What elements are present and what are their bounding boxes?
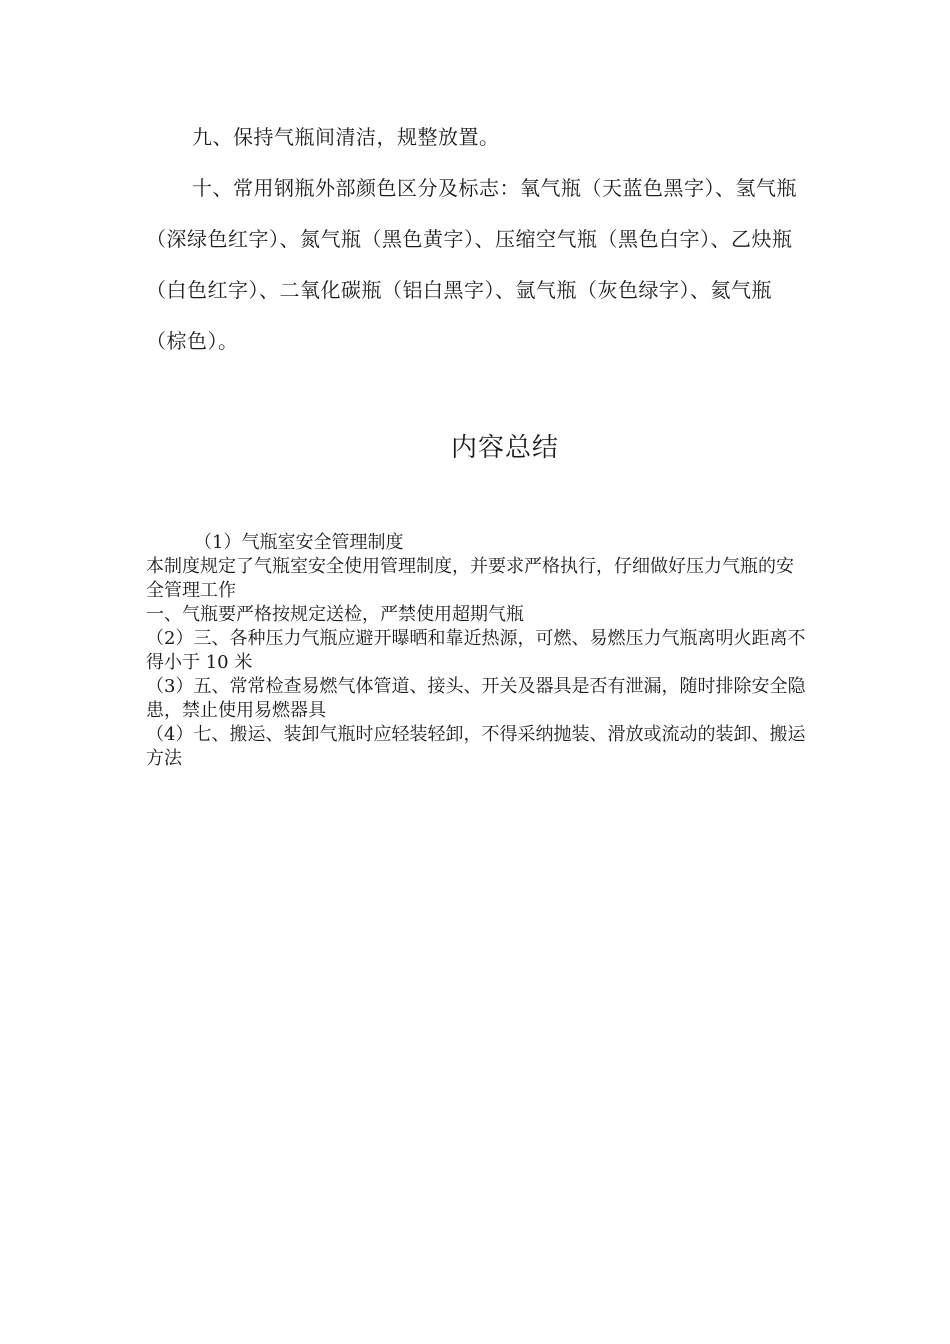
summary-line: （1）气瓶室安全管理制度 — [194, 532, 404, 553]
summary-line: 一、气瓶要严格按规定送检，严禁使用超期气瓶 — [146, 604, 524, 625]
body-text — [146, 112, 806, 367]
summary-line: 本制度规定了气瓶室安全使用管理制度，并要求严格执行，仔细做好压力气瓶的安全管理工作 — [146, 556, 794, 601]
summary-line: （2）三、各种压力气瓶应避开曝晒和靠近热源，可燃、易燃压力气瓶离明火距离不得小于 10 米 — [146, 628, 806, 673]
paragraph-item-9: 九、保持气瓶间清洁，规整放置。 — [192, 125, 500, 149]
summary-title: 内容总结 — [450, 433, 559, 463]
summary-line: （3）五、常常检查易燃气体管道、接头、开关及器具是否有泄漏，随时排除安全隐患，禁止使用易燃器具 — [146, 676, 806, 721]
summary-section — [146, 531, 806, 771]
paragraph-item-10: 十、常用钢瓶外部颜色区分及标志：氧气瓶（天蓝色黑字）、氢气瓶（深绿色红字）、氮气瓶（黑色黄字）、压缩空气瓶（黑色白字）、乙炔瓶（白色红字）、二氧化碳瓶（铝白黑字）、氩气瓶（灰色绿字）、氦气瓶（棕色）。 — [146, 176, 797, 353]
summary-line: （4）七、搬运、装卸气瓶时应轻装轻卸，不得采纳抛装、滑放或流动的装卸、搬运方法 — [146, 724, 806, 769]
